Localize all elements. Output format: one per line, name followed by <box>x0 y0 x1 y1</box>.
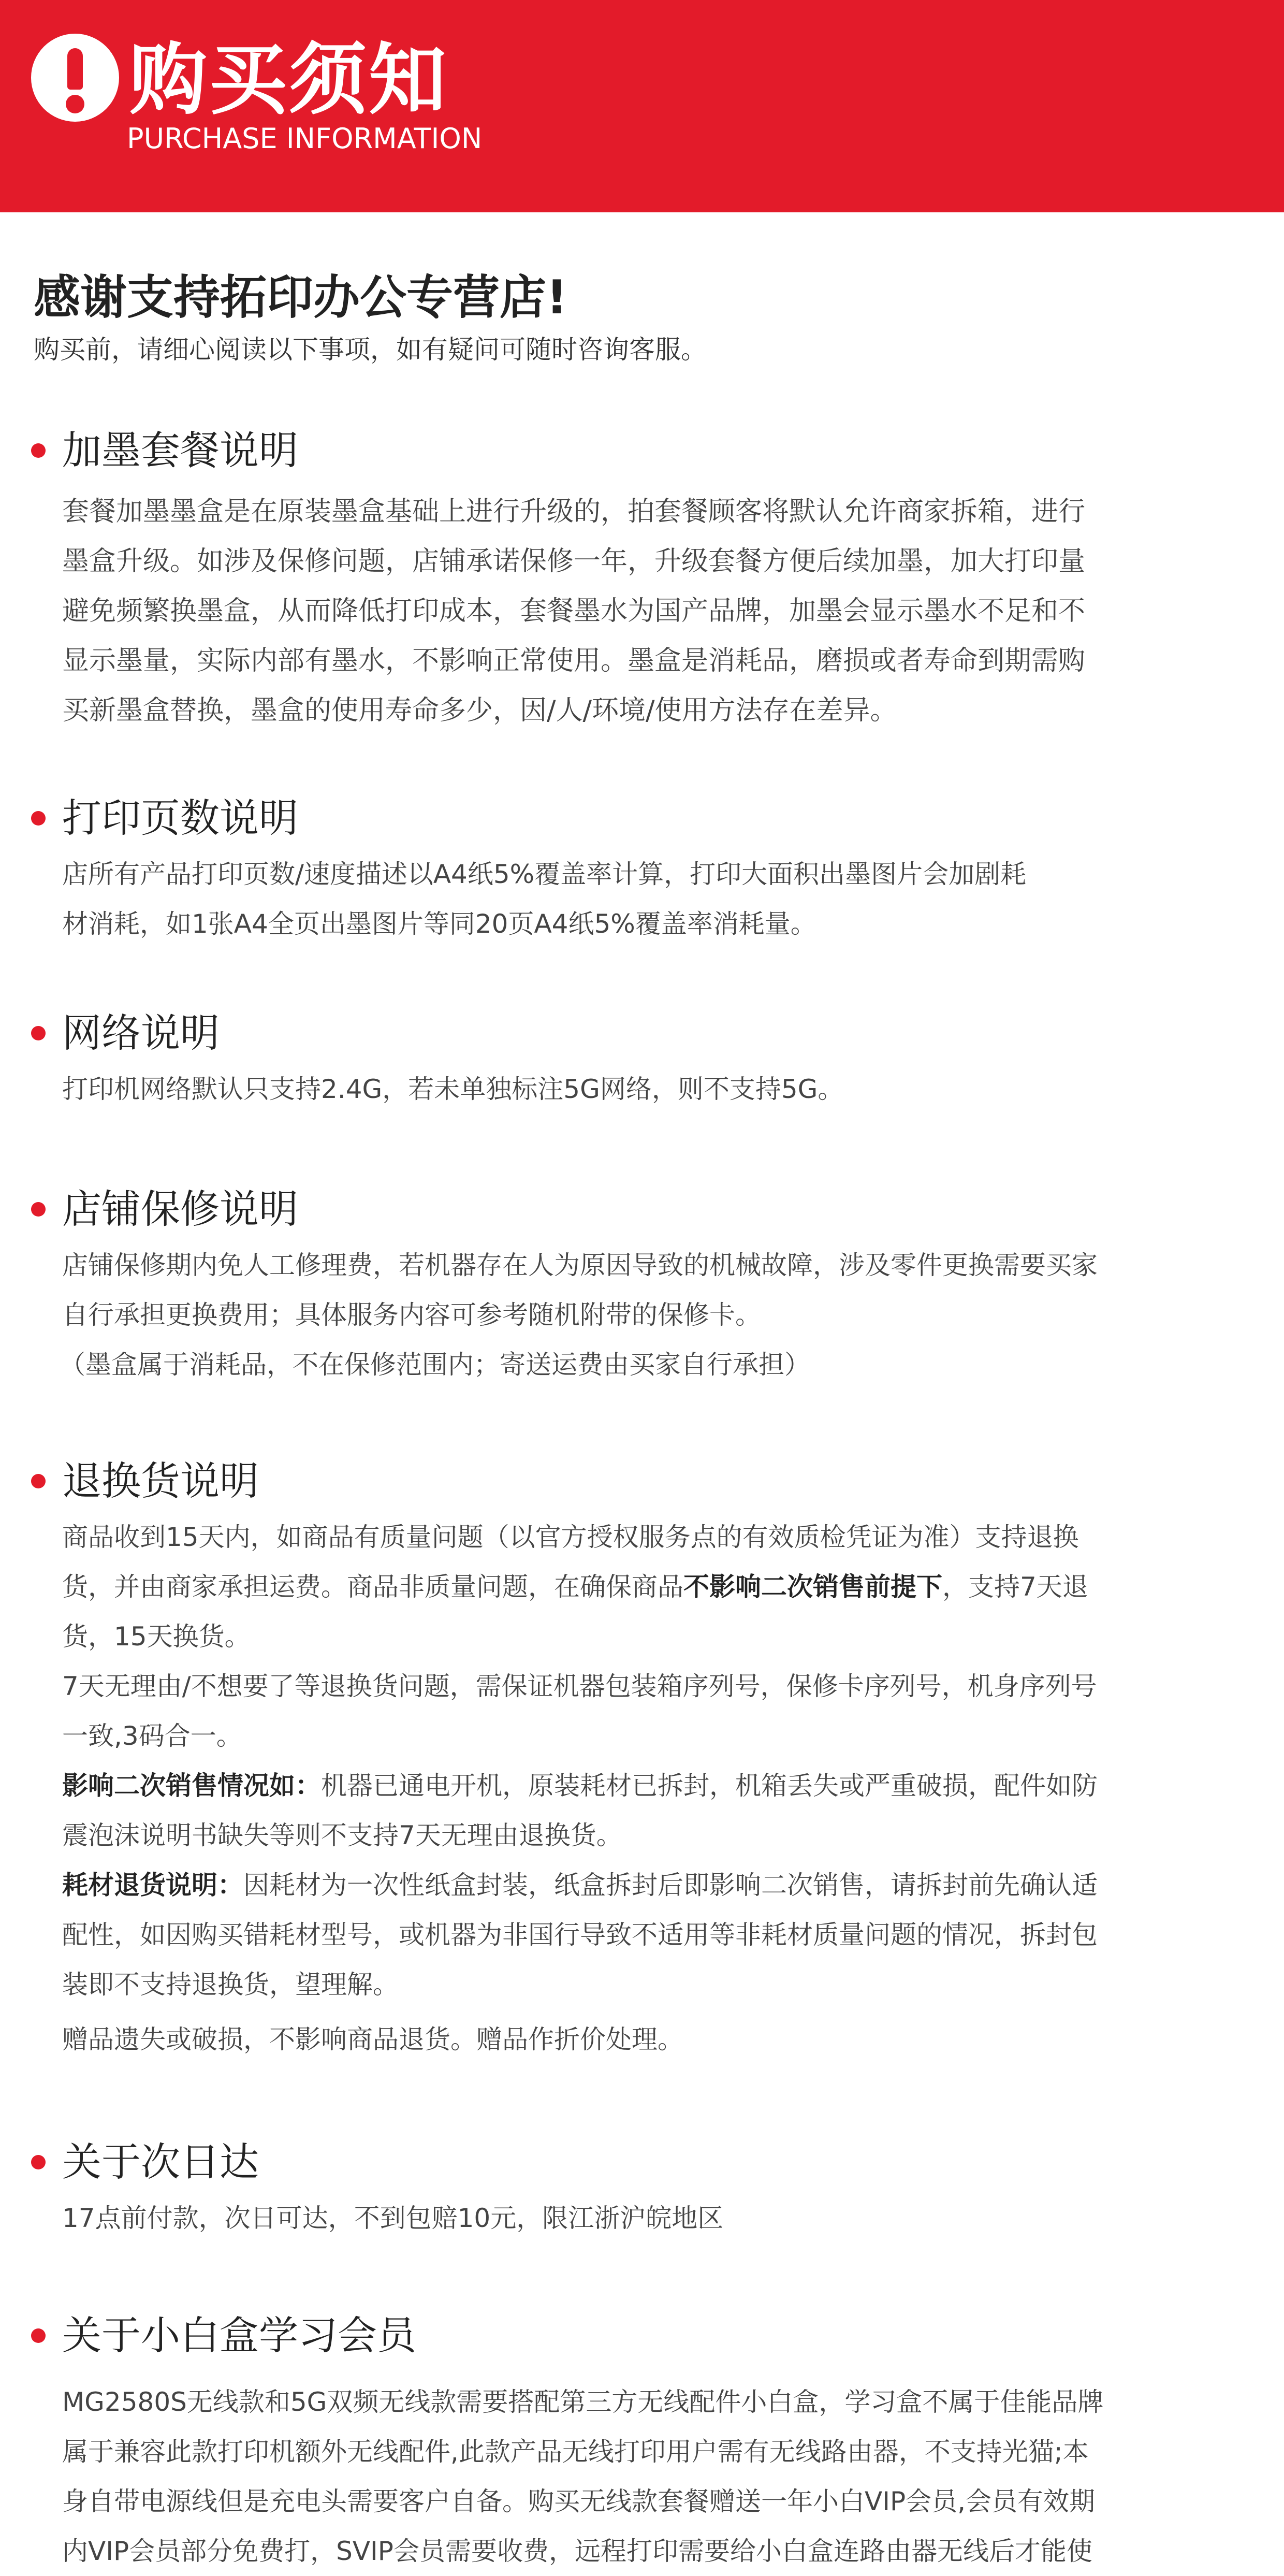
bullet-dot-icon <box>31 443 46 458</box>
bullet-dot-icon <box>31 2155 46 2169</box>
paragraph-line: 震泡沫说明书缺失等则不支持7天无理由退换货。 <box>62 1820 622 1850</box>
section-warranty <box>31 1178 1263 1390</box>
paragraph-line: 装即不支持退换货，望理解。 <box>62 1970 399 2000</box>
paragraph-line: 套餐加墨墨盒是在原装墨盒基础上进行升级的，拍套餐顾客将默认允许商家拆箱，进行 <box>62 496 1086 527</box>
paragraph-line: 打印机网络默认只支持2.4G，若未单独标注5G网络，则不支持5G。 <box>62 1074 844 1104</box>
exclamation-icon <box>31 34 119 122</box>
bullet-dot-icon <box>31 1474 46 1488</box>
section-title: 退换货说明 <box>31 1450 1263 1512</box>
section-title: 打印页数说明 <box>31 787 1263 849</box>
paragraph-line: 配性，如因购买错耗材型号，或机器为非国行导致不适用等非耗材质量问题的情况，拆封包 <box>62 1920 1098 1950</box>
section-membership <box>31 2305 1263 2576</box>
section-ink-package <box>31 419 1263 735</box>
paragraph-line: 显示墨量，实际内部有墨水，不影响正常使用。墨盒是消耗品，磨损或者寿命到期需购 <box>62 645 1086 676</box>
paragraph-line: 货，并由商家承担运费。商品非质量问题，在确保商品不影响二次销售前提下，支持7天退 <box>62 1572 1088 1602</box>
emphasis-text: 不影响二次销售前提下 <box>683 1572 942 1602</box>
paragraph-line: 属于兼容此款打印机额外无线配件,此款产品无线打印用户需有无线路由器，不支持光猫;本 <box>62 2437 1089 2467</box>
paragraph-line: 店铺保修期内免人工修理费，若机器存在人为原因导致的机械故障，涉及零件更换需要买家 <box>62 1250 1098 1280</box>
paragraph-line: 材消耗，如1张A4全页出墨图片等同20页A4纸5%覆盖率消耗量。 <box>62 909 816 939</box>
paragraph-line: 耗材退货说明：因耗材为一次性纸盒封装，纸盒拆封后即影响二次销售，请拆封前先确认适 <box>62 1870 1098 1900</box>
bullet-dot-icon <box>31 1026 46 1040</box>
section-print-pages <box>31 787 1263 949</box>
paragraph-line: 墨盒升级。如涉及保修问题，店铺承诺保修一年，升级套餐方便后续加墨，加大打印量 <box>62 546 1086 577</box>
intro-title: 感谢支持拓印办公专营店! <box>34 270 568 325</box>
bullet-dot-icon <box>31 2328 46 2343</box>
paragraph-line: 内VIP会员部分免费打，SVIP会员需要收费，远程打印需要给小白盒连路由器无线后才能使 <box>62 2536 1092 2566</box>
section-title: 加墨套餐说明 <box>31 419 1263 482</box>
banner-title: 购买须知 <box>129 35 449 125</box>
bullet-dot-icon <box>31 1202 46 1217</box>
header-banner <box>0 0 1284 212</box>
section-next-day <box>31 2131 1263 2243</box>
paragraph-line: 商品收到15天内，如商品有质量问题（以官方授权服务点的有效质检凭证为准）支持退换 <box>62 1522 1079 1552</box>
paragraph-line: 货，15天换货。 <box>62 1622 251 1652</box>
paragraph-line: 自行承担更换费用；具体服务内容可参考随机附带的保修卡。 <box>62 1300 761 1330</box>
warranty-note: （墨盒属于消耗品，不在保修范围内；寄送运费由买家自行承担） <box>60 1350 810 1380</box>
intro-subtitle: 购买前，请细心阅读以下事项，如有疑问可随时咨询客服。 <box>34 335 707 365</box>
paragraph-line: MG2580S无线款和5G双频无线款需要搭配第三方无线配件小白盒，学习盒不属于佳能品牌 <box>62 2387 1104 2417</box>
banner-scallop-edge <box>0 196 1284 212</box>
paragraph-line: 影响二次销售情况如：机器已通电开机，原装耗材已拆封，机箱丢失或严重破损，配件如防 <box>62 1771 1098 1801</box>
section-title: 店铺保修说明 <box>31 1178 1263 1240</box>
label-bold: 耗材退货说明： <box>62 1870 243 1900</box>
section-title: 关于次日达 <box>31 2131 1263 2193</box>
section-title: 关于小白盒学习会员 <box>31 2305 1263 2367</box>
label-bold: 影响二次销售情况如： <box>62 1771 321 1801</box>
section-returns <box>31 1450 1263 2064</box>
paragraph-line: 避免频繁换墨盒，从而降低打印成本，套餐墨水为国产品牌，加墨会显示墨水不足和不 <box>62 596 1086 627</box>
paragraph-line: 赠品遗失或破损，不影响商品退货。赠品作折价处理。 <box>62 2024 683 2054</box>
section-title: 网络说明 <box>31 1002 1263 1064</box>
paragraph-line: 17点前付款，次日可达，不到包赔10元，限江浙沪皖地区 <box>62 2203 724 2233</box>
banner-subtitle: PURCHASE INFORMATION <box>127 122 483 155</box>
bullet-dot-icon <box>31 811 46 826</box>
paragraph-line: 买新墨盒替换，墨盒的使用寿命多少，因/人/环境/使用方法存在差异。 <box>62 695 897 726</box>
paragraph-line: 7天无理由/不想要了等退换货问题，需保证机器包装箱序列号，保修卡序列号，机身序列号 <box>62 1671 1097 1701</box>
paragraph-line: 店所有产品打印页数/速度描述以A4纸5%覆盖率计算，打印大面积出墨图片会加剧耗 <box>62 859 1027 889</box>
section-network <box>31 1002 1263 1114</box>
paragraph-line: 身自带电源线但是充电头需要客户自备。购买无线款套餐赠送一年小白VIP会员,会员有效期 <box>62 2486 1095 2516</box>
paragraph-line: 一致,3码合一。 <box>62 1721 242 1751</box>
